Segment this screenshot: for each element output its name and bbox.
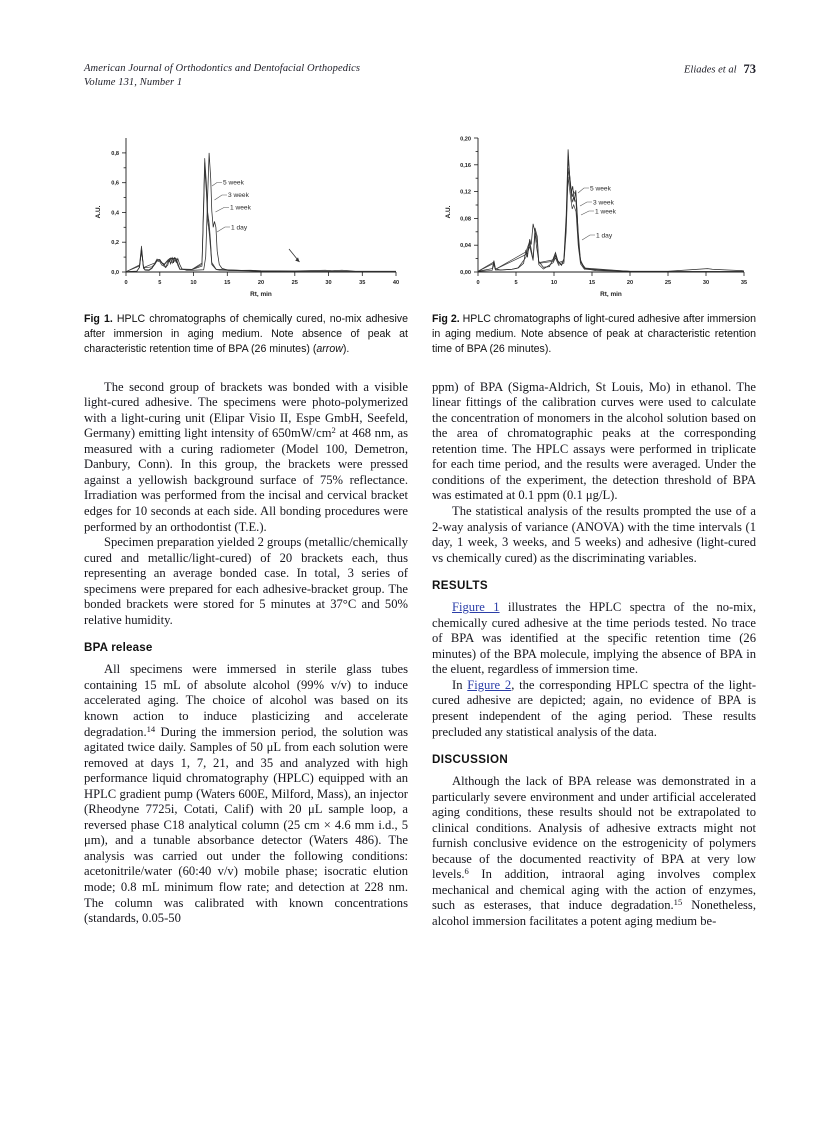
running-head-authors-block (684, 62, 756, 77)
svg-text:0,04: 0,04 (460, 243, 471, 250)
fig1-label-5week: 5 week (223, 179, 244, 187)
figure-2-caption-text: HPLC chromatographs of light-cured adhesive after immersion in aging medium. Note absence of peak at characteristic retention time of BPA (26 minutes). (432, 313, 756, 356)
fig2-x-axis-label: Rt, min (600, 291, 622, 298)
right-paragraph-2: The statistical analysis of the results prompted the use of a 2-way analysis of variance (ANOVA) with the time intervals (1 day, 1 week, 3 weeks, and 5 weeks) and adhesive (light-cured vs chemically cured) as the discriminating variables. (432, 503, 756, 565)
fig1-y-ticklabels (111, 151, 120, 276)
svg-text:0,6: 0,6 (111, 180, 119, 187)
svg-text:40: 40 (392, 280, 400, 286)
running-head-journal-block (84, 62, 360, 89)
fig1-label-1day: 1 day (231, 224, 248, 232)
svg-text:20: 20 (257, 280, 265, 286)
right-p3-text: illustrates the HPLC spectra of the no-mix, chemically cured adhesive at the time periods tested. No trace of BPA was identified at the specific retention time (26 minutes) of the BPA molecule, implying the absence of BPA in the eluent, regardless of immersion time. (432, 600, 756, 677)
svg-text:10: 10 (190, 280, 197, 286)
svg-text:15: 15 (224, 280, 231, 286)
svg-text:0,0: 0,0 (111, 270, 119, 276)
left-p3-sup: 14 (146, 723, 156, 734)
svg-text:20: 20 (626, 280, 634, 286)
fig1-svg (84, 120, 408, 298)
svg-text:30: 30 (325, 280, 332, 286)
svg-text:0,20: 0,20 (460, 136, 471, 143)
right-p5-c: Nonetheless, alcohol immersion facilitates a potent aging medium be- (432, 898, 756, 929)
volume-issue: Volume 131, Number 1 (84, 76, 183, 88)
page-number: 73 (743, 62, 756, 76)
fig2-y-axis-label: A.U. (445, 205, 452, 219)
right-paragraph-1: ppm) of BPA (Sigma-Aldrich, St Louis, Mo) in ethanol. The linear fittings of the calibration curves were used to calculate the concentration of monomers in the alcohol solution based on the area of chromatographic peaks at the corresponding retention time. The HPLC assays were performed in triplicate for each time period, and the results were averaged. Under the conditions of the experiment, the detection threshold of BPA was estimated at 0.1 ppm (0.1 μg/L). (432, 379, 756, 503)
right-column (432, 120, 756, 930)
journal-title: American Journal of Orthodontics and Dentofacial Orthopedics (84, 63, 361, 74)
svg-text:5: 5 (514, 280, 518, 286)
figure-1-caption-tail: ). (342, 343, 350, 356)
svg-text:0,2: 0,2 (111, 240, 119, 247)
svg-text:35: 35 (359, 280, 366, 286)
fig2-annotations (578, 186, 617, 241)
figure-1-caption (84, 312, 408, 358)
figure-1-label: Fig 1. (84, 313, 113, 325)
fig1-axes (122, 138, 396, 276)
heading-results: RESULTS (432, 579, 489, 593)
fig2-label-1week: 1 week (595, 208, 616, 216)
fig1-label-1week: 1 week (230, 204, 251, 212)
fig2-axes (474, 138, 744, 276)
fig1-x-axis-label: Rt, min (250, 291, 272, 298)
svg-text:0: 0 (476, 280, 480, 286)
left-paragraph-2: Specimen preparation yielded 2 groups (metallic/chemically cured and metallic/light-cured) of 20 brackets each, thus representing an average bonded case. In total, 3 series of specimens were prepared for each adhesive-bracket group. The bonded brackets were stored for 5 minutes at 37°C and 50% relative humidity. (84, 535, 408, 627)
right-p5-a: Although the lack of BPA release was demonstrated in a particularly severe environment and under artificial accelerated aging conditions, these results should not be extrapolated to clinical conditions. Analysis of adhesive extracts might not furnish conclusive evidence on the estrogenicity of polymers because of the documented reactivity of BPA at very low levels. (432, 774, 756, 882)
fig2-y-ticklabels (460, 137, 472, 277)
fig2-label-1day: 1 day (596, 232, 613, 240)
svg-text:25: 25 (664, 280, 672, 286)
left-p3-a: All specimens were immersed in sterile glass tubes containing 15 mL of absolute alcohol (99% v/v) to induce accelerated aging. The choice of alcohol was based on its known action to induce plasticizing and accelerate degradation. (84, 662, 408, 739)
figure-2 (432, 120, 756, 358)
right-paragraph-3 (432, 600, 756, 678)
svg-text:15: 15 (588, 280, 596, 286)
figure-2-caption (432, 312, 756, 358)
svg-text:5: 5 (158, 280, 162, 286)
fig1-annotations (212, 180, 300, 263)
figure-1 (84, 120, 408, 358)
fig1-bpa-arrow-icon (289, 249, 300, 262)
spacer-after-fig2 (432, 358, 756, 380)
fig1-y-axis-label: A.U. (95, 205, 102, 219)
authors-short: Eliades et al (684, 64, 737, 76)
running-head (84, 62, 756, 89)
svg-text:0,00: 0,00 (460, 270, 471, 276)
svg-text:10: 10 (550, 280, 558, 286)
svg-text:0,12: 0,12 (460, 189, 471, 196)
heading-bpa-release: BPA release (84, 641, 153, 655)
right-p4-a: In (452, 677, 468, 692)
svg-text:0,8: 0,8 (111, 150, 119, 157)
fig1-x-ticklabels (124, 280, 399, 286)
svg-text:0: 0 (124, 280, 128, 286)
left-p1-b: at 468 nm, as measured with a curing radiometer (Model 100, Demetron, Danbury, Conn). In this group, the brackets were pressed against a yellowish background surface of 75% reflectance. Irradiation was performed from the incisal and cervical bracket edges for 10 seconds at each side. All bonding procedures were performed by an orthodontist (T.E.). (84, 426, 409, 534)
left-column (84, 120, 408, 927)
svg-text:30: 30 (702, 280, 710, 286)
fig2-label-3week: 3 week (593, 199, 614, 207)
right-p5-sup-15: 15 (673, 897, 683, 908)
right-p5-b: In addition, intraoral aging involves complex mechanical and chemical aging with the action of enzymes, such as esterases, that induce degradation. (432, 867, 756, 913)
right-paragraph-4 (432, 678, 756, 740)
left-p1-sup: 2 (331, 425, 336, 436)
figure-1-chart (84, 120, 408, 298)
right-p4-b: , the corresponding HPLC spectra of the light-cured adhesive are depicted; again, no evidence of BPA is present independent of the aging period. These results precluded any statistical analysis of the data. (432, 677, 757, 739)
fig2-label-5week: 5 week (590, 185, 611, 193)
left-paragraph-3 (84, 662, 408, 926)
figure-1-caption-text: HPLC chromatographs of chemically cured, no-mix adhesive after immersion in aging medium. Note absence of peak at characteristic retention time of BPA (26 minutes) ( (84, 313, 408, 356)
left-p1-a: The second group of brackets was bonded with a visible light-cured adhesive. The specimens were photo-polymerized with a light-curing unit (Elipar Visio II, Espe GmbH, Seefeld, Germany) emitting light intensity of 650mW/cm (84, 379, 408, 441)
svg-text:0,4: 0,4 (111, 210, 119, 217)
heading-discussion: DISCUSSION (432, 753, 509, 767)
fig2-x-ticklabels (476, 280, 747, 286)
left-p3-b: During the immersion period, the solution was agitated twice daily. Samples of 50 μL from each solution were removed at days 1, 7, 21, and 35 and analyzed with high performance liquid chromatography (HPLC) equipped with an HPLC gradient pump (Waters 600E, Milford, Mass), an injector (Rheodyne 7725i, Cotati, Calif) with 20 μL sample loop, a reversed phase C18 analytical column (25 cm × 4.6 mm i.d., 5 μm), and a tunable absorbance detector (Waters 486). The analysis was carried out under the following conditions: acetonitrile/water (60:40 v/v) mobile phase; isocratic elution mode; 0.8 mL minimum flow rate; and detection at 228 nm. The column was calibrated with known concentrations (standards, 0.05-50 (84, 724, 408, 926)
svg-text:35: 35 (740, 280, 748, 286)
spacer-after-fig1 (84, 358, 408, 380)
fig1-label-3week: 3 week (228, 192, 249, 199)
right-p5-sup-6: 6 (464, 866, 469, 877)
right-paragraph-5 (432, 774, 756, 929)
fig2-svg (432, 120, 756, 298)
figure-1-caption-italic: arrow (316, 343, 343, 356)
svg-text:0,16: 0,16 (460, 162, 471, 169)
svg-text:0,08: 0,08 (460, 216, 471, 223)
fig1-traces (126, 153, 396, 272)
figure-2-chart (432, 120, 756, 298)
svg-text:25: 25 (291, 280, 298, 286)
left-paragraph-1 (84, 380, 408, 535)
figure-2-label: Fig 2. (432, 313, 460, 325)
figure-2-crossref-link[interactable]: Figure 2 (467, 677, 512, 692)
figure-1-crossref-link[interactable]: Figure 1 (452, 600, 500, 615)
